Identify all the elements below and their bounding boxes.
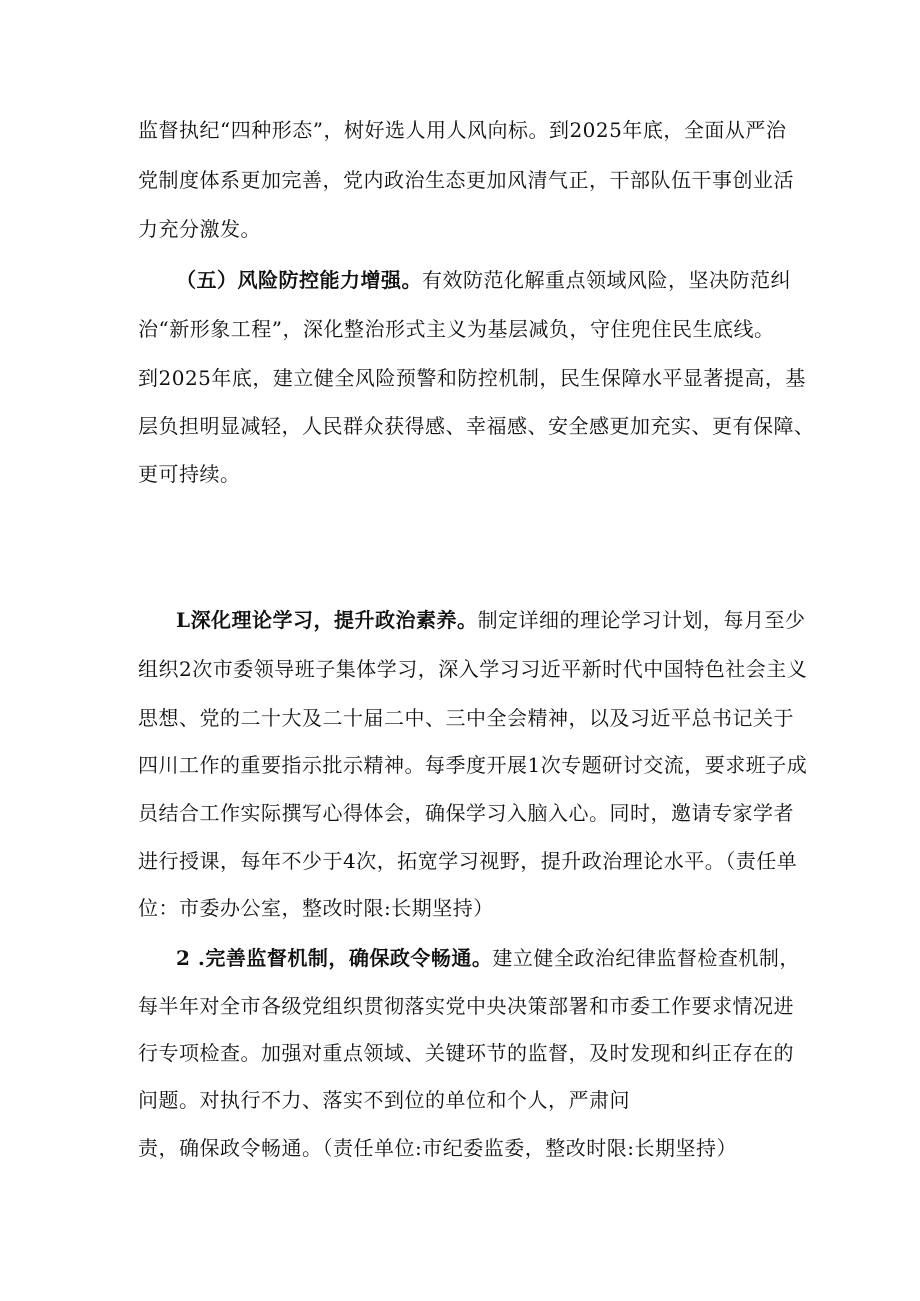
paragraph-line xyxy=(176,946,800,970)
paragraph-text: 制定详细的理论学习计划，每月至少 xyxy=(477,608,806,632)
paragraph-heading: L深化理论学习，提升政治素养。 xyxy=(176,608,478,632)
paragraph-line: 到2025年底，建立健全风险预警和防控机制，民生保障水平显著提高，基 xyxy=(138,366,806,390)
paragraph-line: 组织2次市委领导班子集体学习，深入学习习近平新时代中国特色社会主义 xyxy=(138,657,808,681)
paragraph-line: 思想、党的二十大及二十届二中、三中全会精神，以及习近平总书记关于 xyxy=(138,706,794,730)
paragraph-line: 位：市委办公室，整改时限:长期坚持） xyxy=(138,896,494,920)
paragraph-line: 更可持续。 xyxy=(138,462,241,486)
paragraph-line: 力充分激发。 xyxy=(138,217,261,241)
paragraph-line: 每半年对全市各级党组织贯彻落实党中央决策部署和市委工作要求情况进 xyxy=(138,994,794,1018)
paragraph-line: 层负担明显减轻，人民群众获得感、幸福感、安全感更加充实、更有保障、 xyxy=(138,414,815,438)
paragraph-heading: （五）风险防控能力增强。 xyxy=(176,268,422,292)
paragraph-line: 行专项检查。加强对重点领域、关键环节的监督，及时发现和纠正存在的 xyxy=(138,1041,794,1065)
paragraph-line: 进行授课，每年不少于4次，拓宽学习视野，提升政治理论水平。（责任单 xyxy=(138,849,798,873)
paragraph-line xyxy=(176,608,806,632)
paragraph-line: 问题。对执行不力、落实不到位的单位和个人，严肃问 xyxy=(138,1088,630,1112)
paragraph-line: 党制度体系更加完善，党内政治生态更加风清气正，干部队伍干事创业活 xyxy=(138,168,794,192)
paragraph-line: 治“新形象工程”，深化整治形式主义为基层减负，守住兜住民生底线。 xyxy=(138,317,775,341)
paragraph-text: 有效防范化解重点领域风险，坚决防范纠 xyxy=(422,268,791,292)
paragraph-line: 四川工作的重要指示批示精神。每季度开展1次专题研讨交流，要求班子成 xyxy=(138,753,808,777)
paragraph-heading: 2 .完善监督机制，确保政令畅通。 xyxy=(176,946,493,970)
paragraph-text: 建立健全政治纪律监督检查机制， xyxy=(492,946,800,970)
paragraph-line xyxy=(176,268,791,292)
paragraph-line: 责，确保政令畅通。（责任单位:市纪委监委，整改时限:长期坚持） xyxy=(138,1136,737,1160)
paragraph-line: 监督执纪“四种形态”，树好选人用人风向标。到2025年底，全面从严治 xyxy=(138,118,787,142)
paragraph-line: 员结合工作实际撰写心得体会，确保学习入脑入心。同时，邀请专家学者 xyxy=(138,801,794,825)
